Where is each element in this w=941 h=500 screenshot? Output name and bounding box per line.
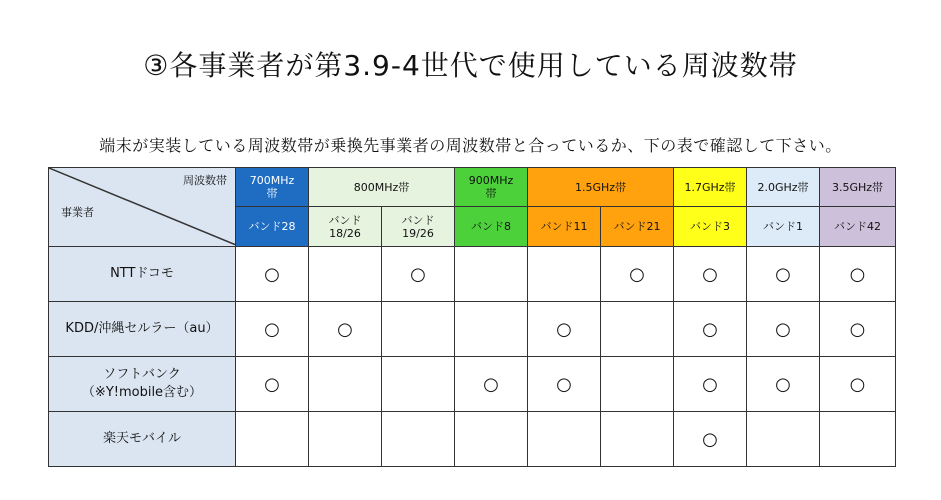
sub-band-3: バンド3 — [674, 207, 747, 247]
instruction-text: 端末が実装している周波数帯が乗換先事業者の周波数帯と合っているか、下の表で確認して下さい。 — [99, 136, 842, 155]
support-mark-cell: ○ — [236, 302, 309, 357]
support-mark-cell: ○ — [820, 302, 896, 357]
support-mark-cell — [601, 302, 674, 357]
sub-band-1: バンド1 — [747, 207, 820, 247]
sub-band-19-26: バンド 19/26 — [382, 207, 455, 247]
operator-name: 楽天モバイル — [49, 412, 236, 467]
support-mark-cell: ○ — [236, 357, 309, 412]
band-header-700mhz: 700MHz 帯 — [236, 168, 309, 207]
support-mark-cell: ○ — [747, 357, 820, 412]
band-header-1-7ghz: 1.7GHz帯 — [674, 168, 747, 207]
band-header-900mhz: 900MHz 帯 — [455, 168, 528, 207]
table-corner-header — [49, 168, 236, 247]
frequency-band-table — [48, 167, 896, 467]
sub-band-8: バンド8 — [455, 207, 528, 247]
support-mark-cell — [528, 247, 601, 302]
operator-name: KDD/沖縄セルラー（au） — [49, 302, 236, 357]
support-mark-cell: ○ — [747, 247, 820, 302]
support-mark-cell: ○ — [601, 247, 674, 302]
support-mark-cell: ○ — [528, 357, 601, 412]
table-row — [49, 302, 896, 357]
support-mark-cell — [601, 357, 674, 412]
support-mark-cell — [309, 412, 382, 467]
operator-axis-label: 事業者 — [61, 206, 94, 219]
support-mark-cell — [455, 412, 528, 467]
page-title: ③各事業者が第3.9-4世代で使用している周波数帯 — [143, 49, 798, 82]
support-mark-cell — [309, 357, 382, 412]
support-mark-cell: ○ — [820, 247, 896, 302]
support-mark-cell — [455, 302, 528, 357]
support-mark-cell — [236, 412, 309, 467]
support-mark-cell — [382, 412, 455, 467]
support-mark-cell — [820, 412, 896, 467]
sub-band-18-26: バンド 18/26 — [309, 207, 382, 247]
table-row — [49, 247, 896, 302]
band-header-3-5ghz: 3.5GHz帯 — [820, 168, 896, 207]
sub-band-21: バンド21 — [601, 207, 674, 247]
support-mark-cell — [382, 302, 455, 357]
band-axis-label: 周波数帯 — [183, 174, 227, 187]
support-mark-cell — [601, 412, 674, 467]
support-mark-cell: ○ — [528, 302, 601, 357]
table-row — [49, 412, 896, 467]
support-mark-cell: ○ — [674, 302, 747, 357]
support-mark-cell: ○ — [674, 247, 747, 302]
support-mark-cell: ○ — [747, 302, 820, 357]
support-mark-cell: ○ — [674, 357, 747, 412]
support-mark-cell — [455, 247, 528, 302]
table-row — [49, 357, 896, 412]
sub-band-42: バンド42 — [820, 207, 896, 247]
support-mark-cell — [528, 412, 601, 467]
support-mark-cell: ○ — [455, 357, 528, 412]
support-mark-cell — [309, 247, 382, 302]
support-mark-cell: ○ — [309, 302, 382, 357]
band-header-1-5ghz: 1.5GHz帯 — [528, 168, 674, 207]
support-mark-cell — [747, 412, 820, 467]
operator-name: ソフトバンク （※Y!mobile含む） — [49, 357, 236, 412]
support-mark-cell: ○ — [236, 247, 309, 302]
band-header-2-0ghz: 2.0GHz帯 — [747, 168, 820, 207]
support-mark-cell: ○ — [674, 412, 747, 467]
band-header-800mhz: 800MHz帯 — [309, 168, 455, 207]
operator-name: NTTドコモ — [49, 247, 236, 302]
support-mark-cell — [382, 357, 455, 412]
sub-band-28: バンド28 — [236, 207, 309, 247]
support-mark-cell: ○ — [820, 357, 896, 412]
support-mark-cell: ○ — [382, 247, 455, 302]
sub-band-11: バンド11 — [528, 207, 601, 247]
